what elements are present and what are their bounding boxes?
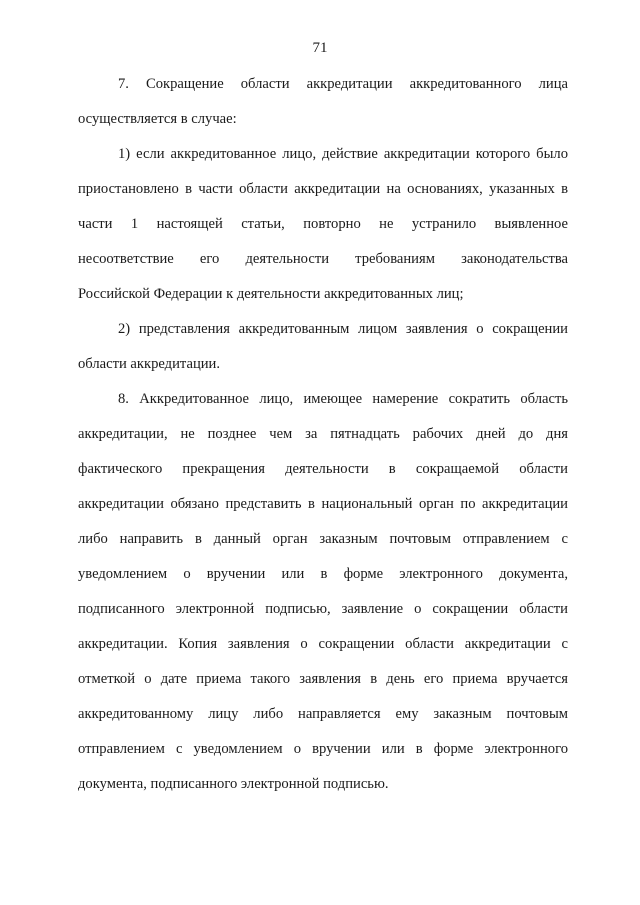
paragraph-8-line: фактического прекращения деятельности в сокращаемой области bbox=[78, 461, 568, 477]
paragraph-8-line: аккредитованному лицу либо направляется ему заказным почтовым bbox=[78, 706, 568, 722]
paragraph-8-line: аккредитации, не позднее чем за пятнадцать рабочих дней до дня bbox=[78, 426, 568, 442]
item-1-line: несоответствие его деятельности требованиям законодательства bbox=[78, 251, 568, 267]
paragraph-8-line: отметкой о дате приема такого заявления в день его приема вручается bbox=[78, 671, 568, 687]
item-2-line: области аккредитации. bbox=[78, 356, 221, 372]
paragraph-8-line: подписанного электронной подписью, заявление о сокращении области bbox=[78, 601, 568, 617]
paragraph-8-line: аккредитации. Копия заявления о сокращении области аккредитации с bbox=[78, 636, 568, 652]
item-1-line: 1) если аккредитованное лицо, действие аккредитации которого было bbox=[118, 146, 568, 162]
paragraph-7-line: 7. Сокращение области аккредитации аккредитованного лица bbox=[118, 76, 568, 92]
item-1-line: Российской Федерации к деятельности аккредитованных лиц; bbox=[78, 286, 464, 302]
paragraph-7-line: осуществляется в случае: bbox=[78, 111, 237, 127]
paragraph-8-line: либо направить в данный орган заказным почтовым отправлением с bbox=[78, 531, 568, 547]
item-1-line: части 1 настоящей статьи, повторно не устранило выявленное bbox=[78, 216, 568, 232]
paragraph-8-line: аккредитации обязано представить в национальный орган по аккредитации bbox=[78, 496, 568, 512]
paragraph-8-line: 8. Аккредитованное лицо, имеющее намерение сократить область bbox=[118, 391, 568, 407]
paragraph-8-line: уведомлением о вручении или в форме электронного документа, bbox=[78, 566, 568, 582]
item-2-line: 2) представления аккредитованным лицом заявления о сокращении bbox=[118, 321, 568, 337]
item-1-line: приостановлено в части области аккредитации на основаниях, указанных в bbox=[78, 181, 568, 197]
paragraph-8-line: документа, подписанного электронной подписью. bbox=[78, 776, 389, 792]
paragraph-8-line: отправлением с уведомлением о вручении или в форме электронного bbox=[78, 741, 568, 757]
page-number: 71 bbox=[312, 40, 328, 56]
